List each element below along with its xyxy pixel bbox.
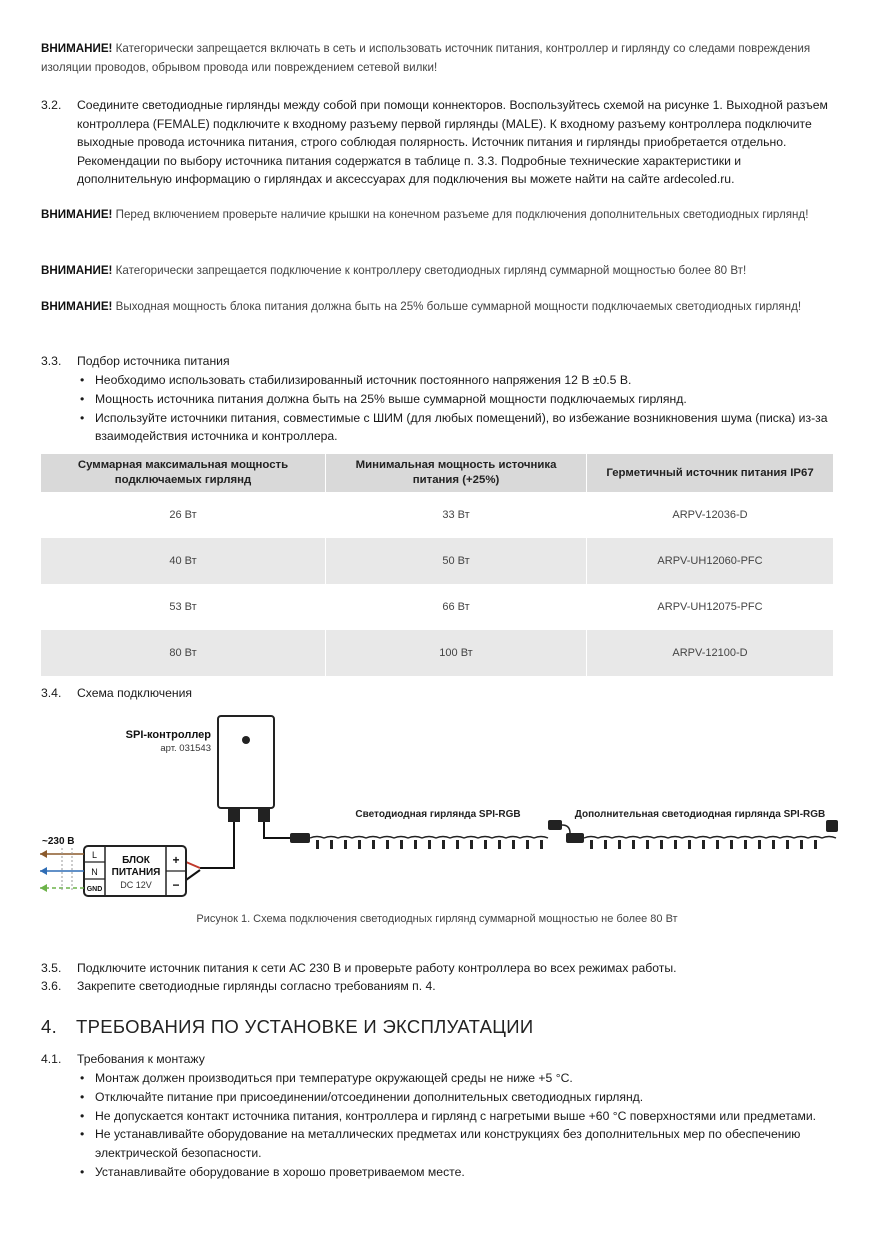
list-item: • Не допускается контакт источника питания, контроллера и гирлянд с нагретыми выше +60 °С поверхностями или предметами. bbox=[80, 1107, 840, 1126]
list-item: • Используйте источники питания, совместимые с ШИМ (для любых помещений), во избежание возникновения шума (писка) из-за взаимодействия источника и контроллера. bbox=[80, 409, 840, 447]
led-bulb-icon bbox=[758, 840, 761, 849]
table-cell: 100 Вт bbox=[326, 630, 587, 676]
section-3-3-bullets bbox=[80, 371, 840, 446]
led-bulb-icon bbox=[498, 840, 501, 849]
controller-box bbox=[218, 716, 274, 808]
section-3-3-title: Подбор источника питания bbox=[77, 354, 230, 368]
warning-text: Категорически запрещается подключение к контроллеру светодиодных гирлянд суммарной мощностью более 80 Вт! bbox=[115, 264, 747, 277]
warning-text: Категорически запрещается включать в сеть и использовать источник питания, контроллер и гирлянду со следами повреждения изоляции проводов, обрывом провода или повреждением сетевой вилки! bbox=[41, 42, 811, 74]
led-bulb-icon bbox=[428, 840, 431, 849]
table-cell: 53 Вт bbox=[169, 601, 197, 613]
list-item: • Не устанавливайте оборудование на металлических предметах или конструкциях без дополнительных мер по обеспечению электрической безопасности. bbox=[80, 1125, 840, 1163]
led-bulb-icon bbox=[800, 840, 803, 849]
led-bulb-icon bbox=[400, 840, 403, 849]
garland-2-end-cap-icon bbox=[826, 820, 838, 832]
garland-1 bbox=[310, 837, 548, 850]
led-bulb-icon bbox=[744, 840, 747, 849]
section-3-2-text: Соедините светодиодные гирлянды между собой при помощи коннекторов. Воспользуйтесь схемой на рисунке 1. Выходной разъем контроллера (FEMALE) подключите к входному разъему первой гирлянды (MALE). К входному разъему контроллера подключите выходные провода источника питания, строго соблюдая полярность. Источник питания и гирлянды приобретается отдельно. Рекомендации по выбору источника питания содержатся в таблице п. 3.3. Подробные технические характеристики и дополнительную информацию о гирляндах и аксессуарах для подключения вы можете найти на сайте ardecoled.ru. bbox=[77, 98, 828, 186]
led-bulb-icon bbox=[484, 840, 487, 849]
led-bulb-icon bbox=[688, 840, 691, 849]
plus-terminal: + bbox=[172, 853, 180, 867]
list-item: • Мощность источника питания должна быть на 25% выше суммарной мощности подключаемых гирлянд. bbox=[80, 390, 840, 409]
controller-label: SPI-контроллер bbox=[125, 729, 211, 741]
figure-caption: Рисунок 1. Схема подключения светодиодных гирлянд суммарной мощностью не более 80 Вт bbox=[196, 913, 678, 925]
table-cell: ARPV-12036-D bbox=[587, 492, 834, 538]
section-number: 3.2. bbox=[41, 98, 62, 112]
section-number: 3.5. bbox=[41, 961, 62, 975]
controller-output-plug-icon bbox=[258, 808, 270, 822]
table-row bbox=[41, 538, 833, 584]
table-cell: ARPV-UH12075-PFC bbox=[587, 584, 834, 630]
table-header: Минимальная мощность источника питания (+25%) bbox=[326, 454, 587, 492]
led-bulb-icon bbox=[540, 840, 543, 849]
led-bulb-icon bbox=[814, 840, 817, 849]
mains-label: ~230 В bbox=[42, 836, 75, 847]
led-bulb-icon bbox=[386, 840, 389, 849]
warning-label: ВНИМАНИЕ! bbox=[41, 300, 113, 313]
garland-1-label: Светодиодная гирлянда SPI-RGB bbox=[355, 809, 521, 820]
led-bulb-icon bbox=[442, 840, 445, 849]
terminal-gnd: GND bbox=[86, 886, 103, 893]
garland-1-end-connector-icon bbox=[548, 820, 562, 830]
led-bulb-icon bbox=[456, 840, 459, 849]
table-cell: 40 Вт bbox=[41, 538, 326, 584]
section-number: 4.1. bbox=[41, 1052, 62, 1066]
table-row bbox=[41, 492, 833, 538]
warning-label: ВНИМАНИЕ! bbox=[41, 208, 113, 221]
terminal-n: N bbox=[91, 867, 98, 877]
warning-label: ВНИМАНИЕ! bbox=[41, 264, 113, 277]
controller-garland-wire bbox=[264, 822, 292, 838]
table-header-row bbox=[41, 454, 833, 492]
led-bulb-icon bbox=[786, 840, 789, 849]
led-bulb-icon bbox=[590, 840, 593, 849]
garland-2-label: Дополнительная светодиодная гирлянда SPI-RGB bbox=[574, 809, 826, 820]
power-supply-table bbox=[41, 454, 833, 676]
controller-input-plug-icon bbox=[228, 808, 240, 822]
list-item: • Необходимо использовать стабилизированный источник постоянного напряжения 12 В ±0.5 В. bbox=[80, 371, 840, 390]
controller-psu-wire bbox=[200, 822, 234, 868]
arrow-l-icon bbox=[40, 850, 47, 858]
connection-diagram bbox=[0, 700, 874, 905]
led-bulb-icon bbox=[772, 840, 775, 849]
led-bulb-icon bbox=[660, 840, 663, 849]
table-cell: ARPV-UH12060-PFC bbox=[587, 538, 834, 584]
garland-1-male-connector-icon bbox=[290, 833, 310, 843]
table-cell: ARPV-12100-D bbox=[587, 630, 834, 676]
controller-led-icon bbox=[242, 736, 250, 744]
list-item: • Отключайте питание при присоединении/отсоединении дополнительных светодиодных гирлянд. bbox=[80, 1088, 840, 1107]
section-number: 3.4. bbox=[41, 686, 62, 700]
table-cell: 50 Вт bbox=[326, 538, 587, 584]
section-4-1-title: Требования к монтажу bbox=[77, 1052, 205, 1066]
warning-2 bbox=[41, 206, 841, 225]
led-bulb-icon bbox=[414, 840, 417, 849]
garland-2-male-connector-icon bbox=[566, 833, 584, 843]
arrow-n-icon bbox=[40, 867, 47, 875]
warning-3 bbox=[41, 262, 841, 281]
psu-plus-wire bbox=[186, 862, 200, 868]
arrow-gnd-icon bbox=[40, 884, 47, 892]
led-bulb-icon bbox=[358, 840, 361, 849]
psu-minus-wire bbox=[186, 870, 200, 880]
table-header: Суммарная максимальная мощность подключаемых гирлянд bbox=[41, 454, 326, 492]
garland-2 bbox=[584, 837, 836, 850]
led-bulb-icon bbox=[674, 840, 677, 849]
psu-label-3: DC 12V bbox=[120, 880, 152, 890]
led-bulb-icon bbox=[604, 840, 607, 849]
warning-1 bbox=[41, 40, 841, 77]
led-bulb-icon bbox=[618, 840, 621, 849]
list-item: • Устанавливайте оборудование в хорошо проветриваемом месте. bbox=[80, 1163, 840, 1182]
led-bulb-icon bbox=[632, 840, 635, 849]
psu-label-1: БЛОК bbox=[122, 855, 150, 866]
section-3-6-text: Закрепите светодиодные гирлянды согласно требованиям п. 4. bbox=[77, 979, 436, 993]
warning-4 bbox=[41, 298, 841, 317]
led-bulb-icon bbox=[646, 840, 649, 849]
table-cell: 80 Вт bbox=[41, 630, 326, 676]
warning-text: Перед включением проверьте наличие крышки на конечном разъеме для подключения дополнительных светодиодных гирлянд! bbox=[115, 208, 809, 221]
table-row bbox=[41, 584, 833, 630]
led-bulb-icon bbox=[330, 840, 333, 849]
minus-terminal: − bbox=[172, 878, 180, 892]
section-number: 4. bbox=[41, 1016, 58, 1037]
led-bulb-icon bbox=[372, 840, 375, 849]
led-bulb-icon bbox=[730, 840, 733, 849]
table-row bbox=[41, 630, 833, 676]
controller-article: арт. 031543 bbox=[160, 743, 211, 754]
section-4-title: ТРЕБОВАНИЯ ПО УСТАНОВКЕ И ЭКСПЛУАТАЦИИ bbox=[76, 1016, 534, 1037]
section-number: 3.6. bbox=[41, 979, 62, 993]
section-number: 3.3. bbox=[41, 354, 62, 368]
section-3-4-title: Схема подключения bbox=[77, 686, 193, 700]
section-4-1-bullets bbox=[80, 1069, 840, 1182]
section-3-5-text: Подключите источник питания к сети АС 230 В и проверьте работу контроллера во всех режимах работы. bbox=[77, 961, 677, 975]
psu-label-2: ПИТАНИЯ bbox=[111, 867, 161, 878]
led-bulb-icon bbox=[716, 840, 719, 849]
led-bulb-icon bbox=[316, 840, 319, 849]
led-bulb-icon bbox=[512, 840, 515, 849]
led-bulb-icon bbox=[470, 840, 473, 849]
table-cell: 26 Вт bbox=[169, 509, 197, 521]
led-bulb-icon bbox=[344, 840, 347, 849]
table-cell: 33 Вт bbox=[326, 492, 587, 538]
led-bulb-icon bbox=[702, 840, 705, 849]
table-header: Герметичный источник питания IP67 bbox=[587, 454, 834, 492]
list-item: • Монтаж должен производиться при температуре окружающей среды не ниже +5 °С. bbox=[80, 1069, 840, 1088]
terminal-l: L bbox=[91, 850, 98, 860]
led-bulb-icon bbox=[526, 840, 529, 849]
warning-label: ВНИМАНИЕ! bbox=[41, 42, 113, 55]
table-cell: 66 Вт bbox=[326, 584, 587, 630]
warning-text: Выходная мощность блока питания должна быть на 25% больше суммарной мощности подключаемых светодиодных гирлянд! bbox=[115, 300, 802, 313]
